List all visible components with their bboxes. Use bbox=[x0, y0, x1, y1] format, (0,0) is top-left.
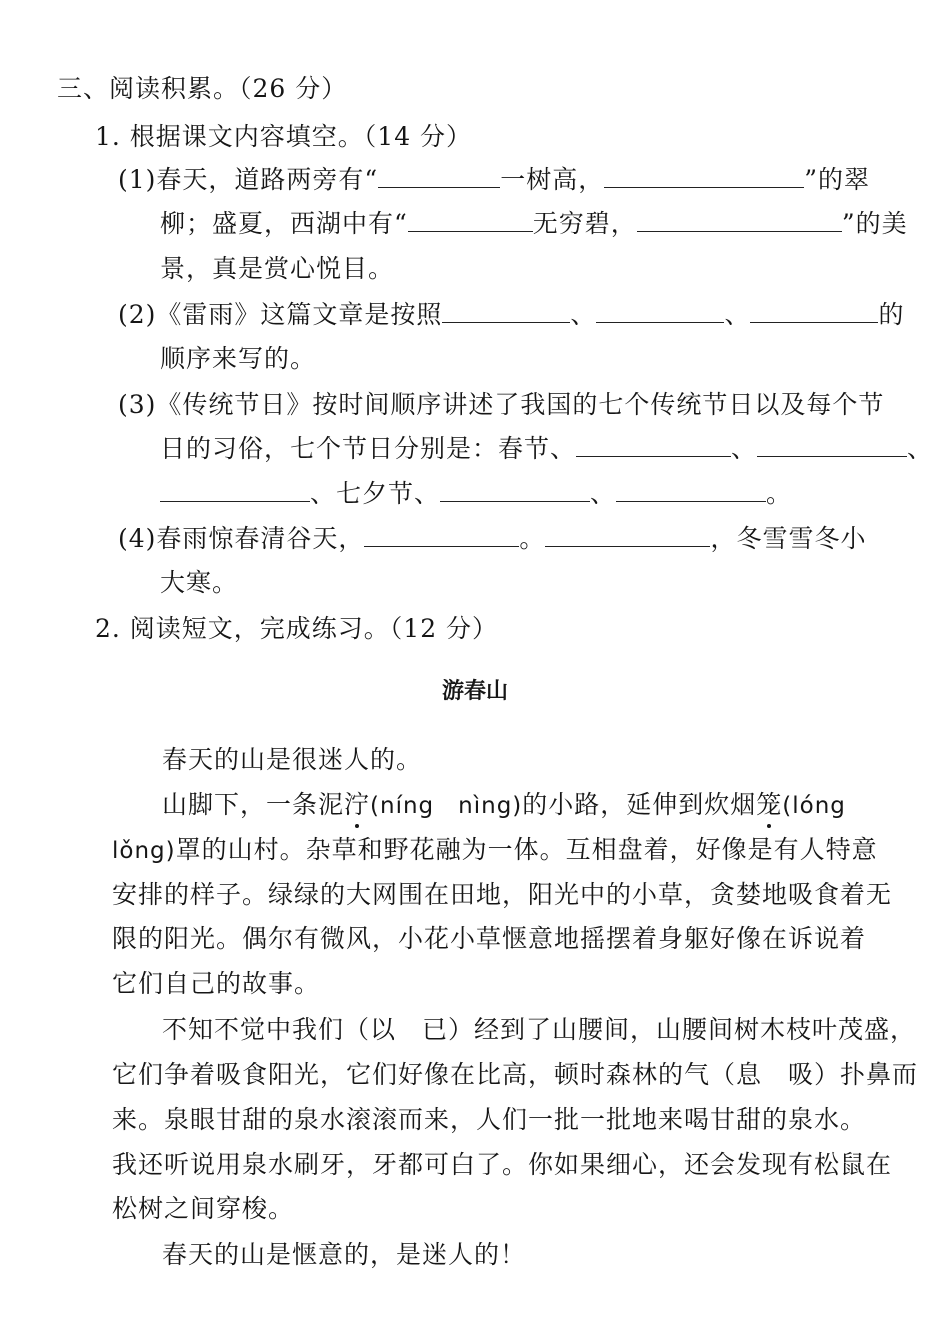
dotted-character: 笼 bbox=[756, 788, 782, 822]
passage-line: 春天的山是很迷人的。 bbox=[162, 745, 423, 774]
q1-part4-line2: 大寒。 bbox=[160, 568, 239, 597]
answer-blank[interactable] bbox=[616, 479, 766, 502]
q1-part1-line3: 景，真是赏心悦目。 bbox=[160, 254, 395, 283]
pinyin-options: lǒng) bbox=[112, 838, 176, 864]
q1-p1-text-d: 柳；盛夏，西湖中有“ bbox=[160, 209, 408, 238]
q1-p3-text-b: 、七夕节、 bbox=[310, 479, 441, 508]
q1-p1-text-e: 无穷碧， bbox=[532, 209, 637, 238]
answer-blank[interactable] bbox=[378, 165, 500, 188]
q1-part3-line1: (3)《传统节日》按时间顺序讲述了我国的七个传统节日以及每个节 bbox=[118, 390, 885, 419]
answer-blank[interactable] bbox=[408, 209, 533, 232]
answer-blank[interactable] bbox=[442, 300, 570, 323]
q1-p1-text-c: ”的翠 bbox=[804, 165, 870, 194]
passage-line: 春天的山是惬意的，是迷人的！ bbox=[162, 1240, 527, 1269]
q1-p2-text-a: (2)《雷雨》这篇文章是按照 bbox=[118, 300, 443, 329]
passage-line: 限的阳光。偶尔有微风，小花小草惬意地摇摆着身躯好像在诉说着 bbox=[112, 924, 867, 953]
q1-p4-text-a: (4)春雨惊春清谷天， bbox=[118, 524, 365, 553]
q1-p1-text-f: ”的美 bbox=[841, 209, 908, 238]
passage-line: 不知不觉中我们（以 已）经到了山腰间，山腰间树木枝叶茂盛， bbox=[162, 1015, 917, 1044]
passage-line: 它们自己的故事。 bbox=[112, 969, 321, 998]
passage-line: 安排的样子。绿绿的大网围在田地，阳光中的小草，贪婪地吸食着无 bbox=[112, 880, 893, 909]
passage-text: 罩的山村。杂草和野花融为一体。互相盘着，好像是有人特意 bbox=[175, 835, 878, 864]
q1-part2-line2: 顺序来写的。 bbox=[160, 344, 317, 373]
q1-p3-sep: 、 bbox=[590, 479, 617, 508]
q1-p2-text-b: 的 bbox=[878, 300, 905, 329]
section-score: （26 分） bbox=[239, 74, 348, 103]
q1-part3-line2 bbox=[160, 432, 933, 466]
q1-p4-text-b: 。 bbox=[519, 524, 546, 553]
pinyin-options: (níng nìng) bbox=[370, 793, 523, 819]
q1-part2-line1 bbox=[118, 298, 904, 332]
q1-part4-line1 bbox=[118, 522, 866, 556]
q1-prompt: 1. 根据课文内容填空。（14 分） bbox=[95, 122, 473, 151]
q1-p3-end: 。 bbox=[766, 479, 793, 508]
answer-blank[interactable] bbox=[576, 434, 731, 457]
passage-line bbox=[112, 833, 878, 868]
q1-p1-text-b: 一树高， bbox=[500, 165, 605, 194]
passage-text: 山脚下，一条泥 bbox=[162, 790, 345, 819]
q1-p4-text-c: ，冬雪雪冬小 bbox=[710, 524, 867, 553]
q1-p3-text-a: 日的习俗，七个节日分别是：春节、 bbox=[160, 434, 577, 463]
dotted-character: 泞 bbox=[344, 788, 370, 822]
passage-line: 它们争着吸食阳光，它们好像在比高，顿时森林的气（息 吸）扑鼻而 bbox=[112, 1060, 919, 1089]
passage-line: 松树之间穿梭。 bbox=[112, 1194, 295, 1223]
q1-p3-sep: 、 bbox=[907, 434, 934, 463]
passage-text: 的小路，延伸到炊烟 bbox=[522, 790, 757, 819]
answer-blank[interactable] bbox=[750, 300, 878, 323]
q2-prompt: 2. 阅读短文，完成练习。（12 分） bbox=[95, 614, 499, 643]
answer-blank[interactable] bbox=[596, 300, 724, 323]
pinyin-options: (lóng bbox=[782, 793, 846, 819]
answer-blank[interactable] bbox=[440, 479, 590, 502]
answer-blank[interactable] bbox=[545, 524, 710, 547]
section-heading bbox=[57, 72, 347, 106]
answer-blank[interactable] bbox=[364, 524, 519, 547]
q1-part1-line2 bbox=[160, 207, 908, 241]
q1-p2-sep: 、 bbox=[570, 300, 597, 329]
q1-p1-text-a: (1)春天，道路两旁有“ bbox=[118, 165, 379, 194]
answer-blank[interactable] bbox=[160, 479, 310, 502]
q1-part3-line3 bbox=[160, 477, 792, 511]
passage-line: 我还听说用泉水刷牙，牙都可白了。你如果细心，还会发现有松鼠在 bbox=[112, 1150, 893, 1179]
q1-part1-line1 bbox=[118, 163, 870, 197]
answer-blank[interactable] bbox=[637, 209, 842, 232]
answer-blank[interactable] bbox=[757, 434, 907, 457]
q1-p2-sep: 、 bbox=[724, 300, 751, 329]
passage-title: 游春山 bbox=[441, 679, 508, 704]
passage-line: 来。泉眼甘甜的泉水滚滚而来，人们一批一批地来喝甘甜的泉水。 bbox=[112, 1105, 867, 1134]
passage-line bbox=[162, 788, 846, 823]
section-heading-text: 三、阅读积累。 bbox=[57, 74, 240, 103]
q1-p3-sep: 、 bbox=[731, 434, 758, 463]
answer-blank[interactable] bbox=[604, 165, 804, 188]
